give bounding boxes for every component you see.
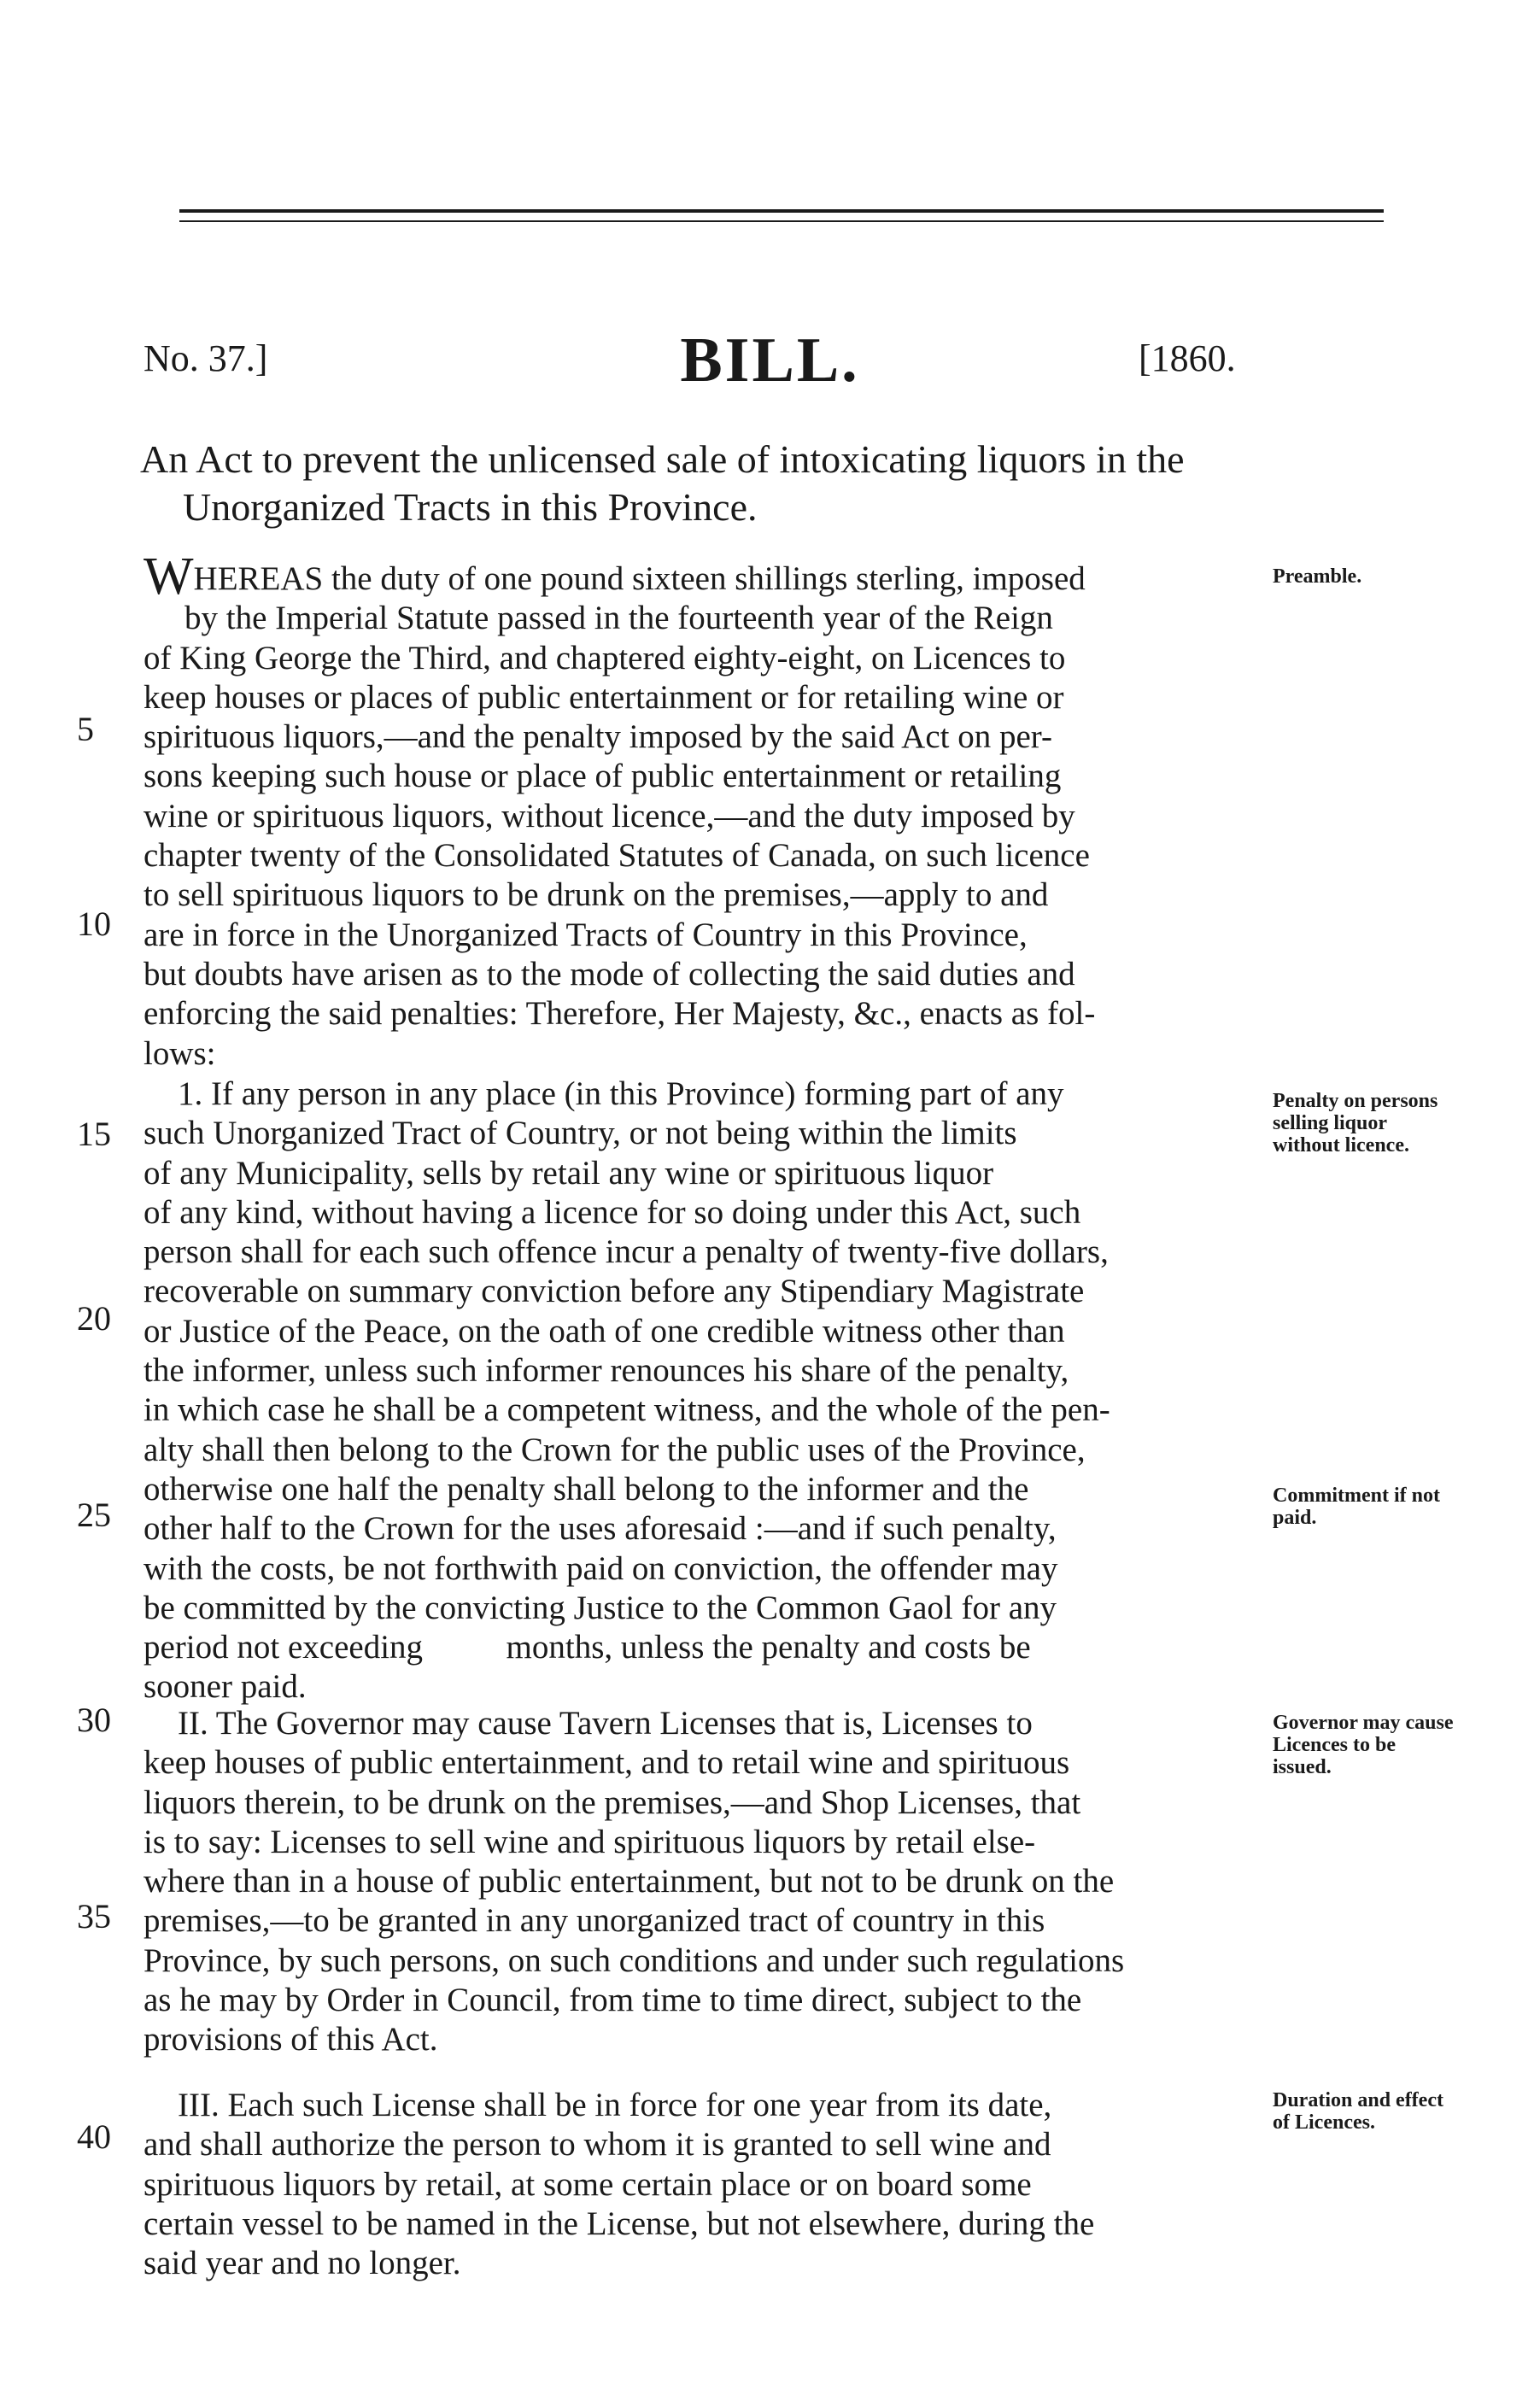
line-number: 20 xyxy=(77,1299,111,1338)
section-2-paragraph xyxy=(143,1704,1254,2060)
text-line: in which case he shall be a competent witness, and the whole of the pen- xyxy=(143,1391,1110,1429)
text-line: 1. If any person in any place (in this Province) forming part of any xyxy=(178,1075,1064,1112)
text-line: II. The Governor may cause Tavern Licenses that is, Licenses to xyxy=(178,1705,1033,1742)
text-line: be committed by the convicting Justice to the Common Gaol for any xyxy=(143,1589,1057,1626)
text-line: other half to the Crown for the uses aforesaid :—and if such penalty, xyxy=(143,1510,1057,1548)
text-line: are in force in the Unorganized Tracts of Country in this Province, xyxy=(143,916,1028,953)
text-line: liquors therein, to be drunk on the premises,—and Shop Licenses, that xyxy=(143,1783,1081,1821)
text-line: where than in a house of public entertainment, but not to be drunk on the xyxy=(143,1863,1115,1900)
preamble-paragraph xyxy=(143,548,1254,1074)
text-line: but doubts have arisen as to the mode of collecting the said duties and xyxy=(143,955,1075,993)
text-line: alty shall then belong to the Crown for the public uses of the Province, xyxy=(143,1431,1086,1468)
text-line: is to say: Licenses to sell wine and spirituous liquors by retail else- xyxy=(143,1823,1036,1860)
text-line: of any Municipality, sells by retail any wine or spirituous liquor xyxy=(143,1154,994,1192)
text-line: spirituous liquors,—and the penalty imposed by the said Act on per- xyxy=(143,718,1052,756)
line-number: 5 xyxy=(77,710,94,748)
section-3-paragraph xyxy=(143,2086,1254,2283)
text-line: such Unorganized Tract of Country, or not being within the limits xyxy=(143,1115,1017,1152)
top-rule-thin xyxy=(179,220,1384,222)
line-number: 10 xyxy=(77,905,111,943)
text-line: lows: xyxy=(143,1034,216,1072)
margin-note-penalty: Penalty on persons selling liquor without licence. xyxy=(1273,1090,1438,1157)
text-line: and shall authorize the person to whom it is granted to sell wine and xyxy=(143,2126,1051,2164)
text-line: chapter twenty of the Consolidated Statutes of Canada, on such licence xyxy=(143,837,1090,875)
text-line: otherwise one half the penalty shall belong to the informer and the xyxy=(143,1470,1029,1508)
line-number: 35 xyxy=(77,1897,111,1935)
text-line: recoverable on summary conviction before any Stipendiary Magistrate xyxy=(143,1273,1085,1310)
text-line: the informer, unless such informer renounces his share of the penalty, xyxy=(143,1352,1069,1390)
text-line: sons keeping such house or place of public entertainment or retailing xyxy=(143,758,1062,795)
text-line: Province, by such persons, on such conditions and under such regulations xyxy=(143,1941,1125,1979)
text-line: period not exceeding months, unless the penalty and costs be xyxy=(143,1629,1031,1666)
text-line: by the Imperial Statute passed in the fourteenth year of the Reign xyxy=(184,600,1053,637)
section-1-paragraph xyxy=(143,1075,1254,1707)
text-line: keep houses of public entertainment, and to retail wine and spirituous xyxy=(143,1744,1070,1782)
text-line: wine or spirituous liquors, without licence,—and the duty imposed by xyxy=(143,797,1075,834)
text-line: spirituous liquors by retail, at some certain place or on board some xyxy=(143,2165,1032,2203)
text-line: keep houses or places of public entertainment or for retailing wine or xyxy=(143,678,1064,716)
text-line: or Justice of the Peace, on the oath of one credible witness other than xyxy=(143,1312,1065,1350)
margin-note-duration: Duration and effect of Licences. xyxy=(1273,2089,1443,2134)
text-line: III. Each such License shall be in force for one year from its date, xyxy=(178,2087,1052,2123)
text-line: WHEREAS the duty of one pound sixteen shillings sterling, imposed xyxy=(143,548,1086,606)
bill-year: [1860. xyxy=(1139,337,1236,379)
top-rule xyxy=(179,209,1384,213)
line-number: 25 xyxy=(77,1496,111,1534)
line-number: 15 xyxy=(77,1115,111,1153)
text-line: sooner paid. xyxy=(143,1668,307,1706)
text-line: enforcing the said penalties: Therefore, Her Majesty, &c., enacts as fol- xyxy=(143,995,1096,1033)
text-line: said year and no longer. xyxy=(143,2245,461,2282)
text-line: as he may by Order in Council, from time to time direct, subject to the xyxy=(143,1982,1082,2019)
line-number: 30 xyxy=(77,1701,111,1739)
act-title: An Act to prevent the unlicensed sale of intoxicating liquors in the Unorganized Tracts in this Province. xyxy=(140,437,1185,529)
margin-note-governor: Governor may cause Licences to be issued. xyxy=(1273,1712,1454,1778)
margin-note-commitment: Commitment if not paid. xyxy=(1273,1485,1440,1529)
text-line: premises,—to be granted in any unorganized tract of country in this xyxy=(143,1902,1045,1940)
text-line: to sell spirituous liquors to be drunk on the premises,—apply to and xyxy=(143,876,1049,914)
text-line: provisions of this Act. xyxy=(143,2021,438,2058)
margin-note-preamble: Preamble. xyxy=(1273,565,1362,588)
text-line: of King George the Third, and chaptered eighty-eight, on Licences to xyxy=(143,639,1066,676)
text-line: certain vessel to be named in the License, but not elsewhere, during the xyxy=(143,2205,1095,2242)
drop-cap: W xyxy=(143,548,194,606)
bill-number: No. 37.] xyxy=(143,337,268,379)
text-line: of any kind, without having a licence for so doing under this Act, such xyxy=(143,1193,1081,1231)
page-title: BILL. xyxy=(680,325,860,395)
text-line: person shall for each such offence incur a penalty of twenty-five dollars, xyxy=(143,1233,1109,1271)
text-line: with the costs, be not forthwith paid on conviction, the offender may xyxy=(143,1549,1058,1587)
line-number: 40 xyxy=(77,2117,111,2156)
